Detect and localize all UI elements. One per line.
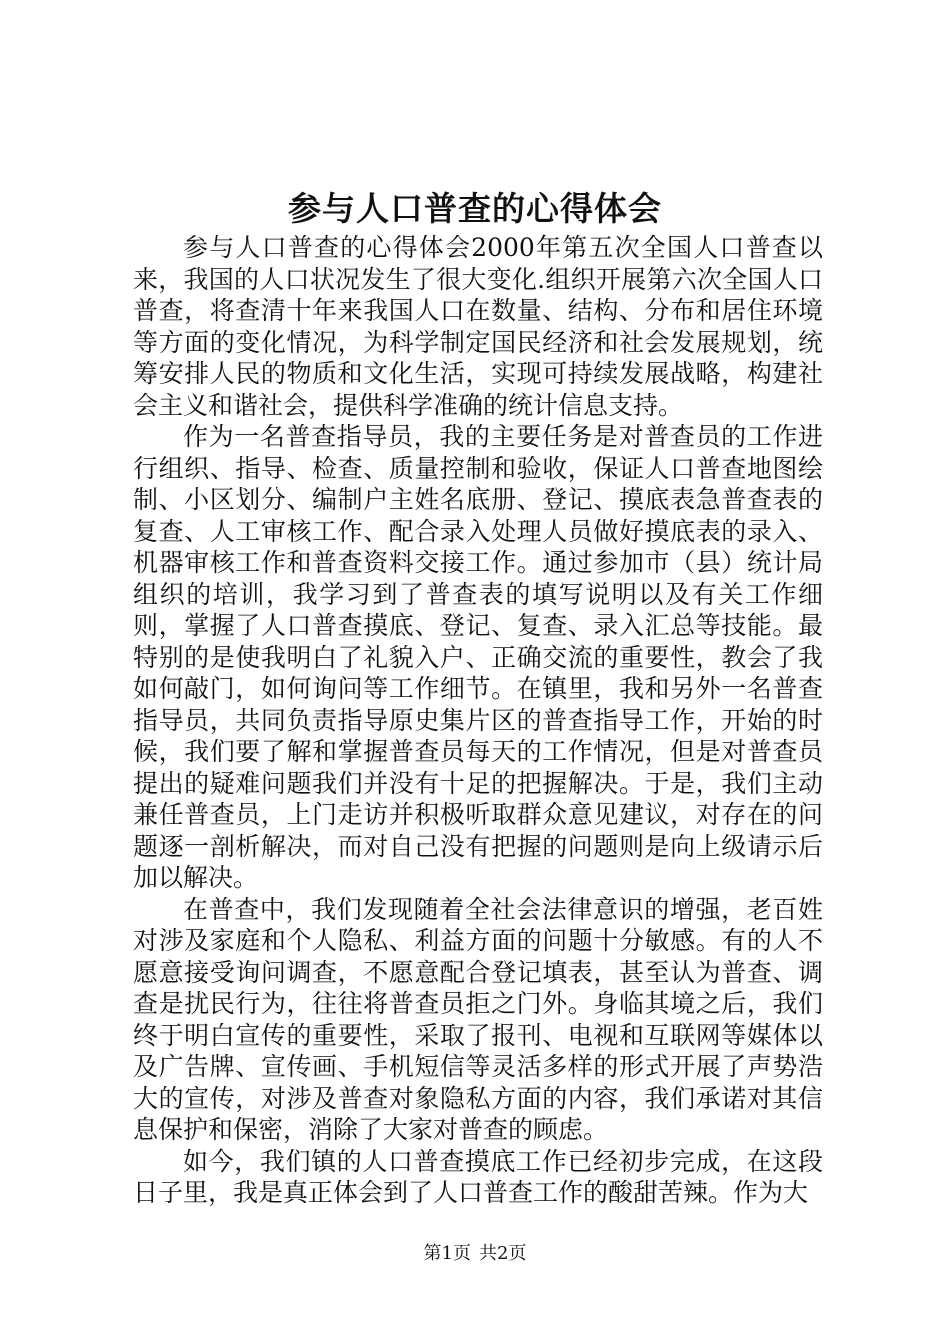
page-number-total: 共2页	[479, 1243, 527, 1264]
document-body	[133, 232, 823, 1209]
paragraph-1: 参与人口普查的心得体会2000年第五次全国人口普查以来，我国的人口状况发生了很大变化.组织开展第六次全国人口普查，将查清十年来我国人口在数量、结构、分布和居住环境等方面的变化情况，为科学制定国民经济和社会发展规划，统筹安排人民的物质和文化生活，实现可持续发展战略，构建社会主义和谐社会，提供科学准确的统计信息支持。	[133, 233, 823, 420]
document-title: 参与人口普查的心得体会	[288, 189, 662, 228]
page-footer	[0, 1240, 950, 1268]
page-number-current: 第1页	[423, 1243, 471, 1264]
paragraph-2: 作为一名普查指导员，我的主要任务是对普查员的工作进行组织、指导、检查、质量控制和验收，保证人口普查地图绘制、小区划分、编制户主姓名底册、登记、摸底表急普查表的复查、人工审核工作、配合录入处理人员做好摸底表的录入、机器审核工作和普查资料交接工作。通过参加市（县）统计局组织的培训，我学习到了普查表的填写说明以及有关工作细则，掌握了人口普查摸底、登记、复查、录入汇总等技能。最特别的是使我明白了礼貌入户、正确交流的重要性，教会了我如何敲门，如何询问等工作细节。在镇里，我和另外一名普查指导员，共同负责指导原史集片区的普查指导工作，开始的时候，我们要了解和掌握普查员每天的工作情况，但是对普查员提出的疑难问题我们并没有十足的把握解决。于是，我们主动兼任普查员，上门走访并积极听取群众意见建议，对存在的问题逐一剖析解决，而对自己没有把握的问题则是向上级请示后加以解决。	[133, 422, 823, 892]
paragraph-3: 在普查中，我们发现随着全社会法律意识的增强，老百姓对涉及家庭和个人隐私、利益方面的问题十分敏感。有的人不愿意接受询问调查，不愿意配合登记填表，甚至认为普查、调查是扰民行为，往往将普查员拒之门外。身临其境之后，我们终于明白宣传的重要性，采取了报刊、电视和互联网等媒体以及广告牌、宣传画、手机短信等灵活多样的形式开展了声势浩大的宣传，对涉及普查对象隐私方面的内容，我们承诺对其信息保护和保密，消除了大家对普查的顾虑。	[133, 894, 823, 1144]
paragraph-4: 如今，我们镇的人口普查摸底工作已经初步完成，在这段日子里，我是真正体会到了人口普查工作的酸甜苦辣。作为大	[133, 1146, 823, 1207]
